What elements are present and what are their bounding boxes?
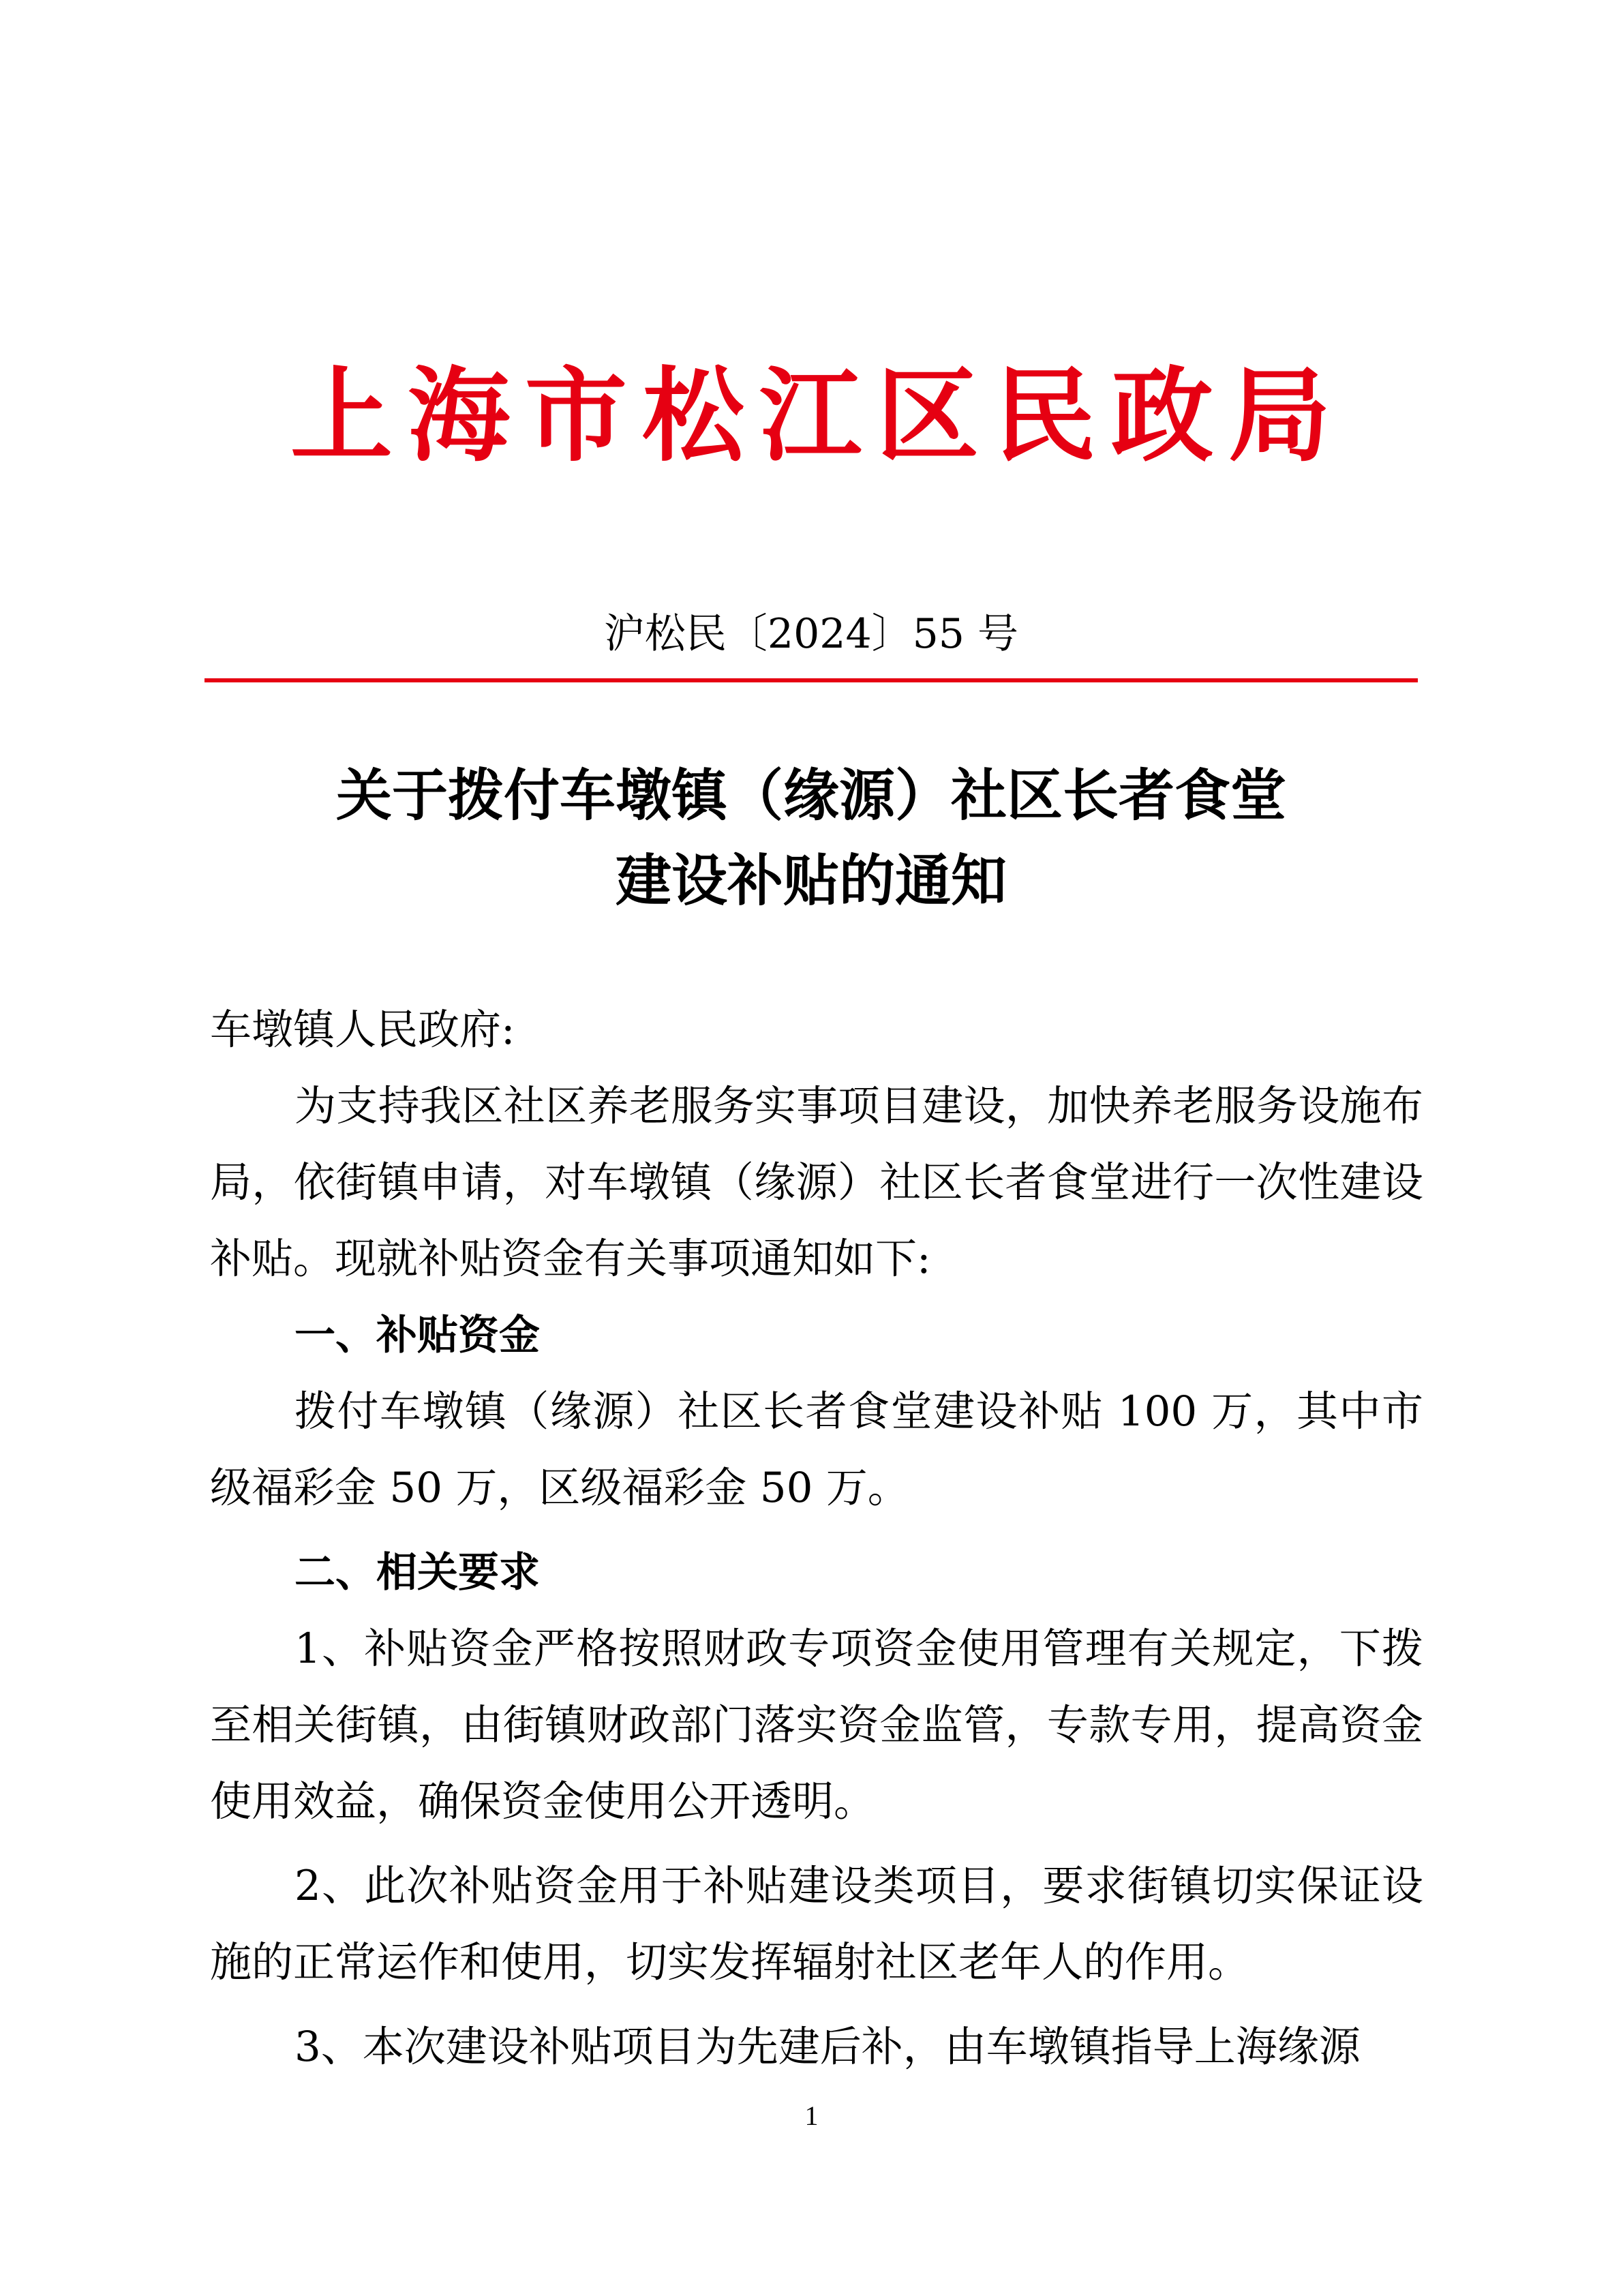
requirement-item-2: 2、此次补贴资金用于补贴建设类项目，要求街镇切实保证设施的正常运作和使用，切实发挥辐射社区老年人的作用。 [210, 1862, 1423, 1987]
requirement-item-1: 1、补贴资金严格按照财政专项资金使用管理有关规定，下拨至相关街镇，由街镇财政部门落实资金监管，专款专用，提高资金使用效益，确保资金使用公开透明。 [210, 1625, 1423, 1826]
issuing-authority-title: 上海市松江区民政局 [290, 356, 1346, 476]
notice-title [204, 753, 1418, 924]
funds-paragraph: 拨付车墩镇（缘源）社区长者食堂建设补贴 100 万，其中市级福彩金 50 万，区级福彩金 50 万。 [210, 1387, 1423, 1512]
notice-title-line-2: 建设补贴的通知 [615, 849, 1007, 913]
intro-paragraph: 为支持我区社区养老服务实事项目建设，加快养老服务设施布局，依街镇申请，对车墩镇（缘源）社区长者食堂进行一次性建设补贴。现就补贴资金有关事项通知如下: [210, 1082, 1423, 1283]
notice-body [210, 992, 1423, 2085]
section-heading-requirements: 二、相关要求 [294, 1549, 540, 1597]
requirement-item-3: 3、本次建设补贴项目为先建后补，由车墩镇指导上海缘源 [294, 2023, 1361, 2071]
document-number: 沪松民〔2024〕55 号 [603, 610, 1019, 658]
page-number: 1 [804, 2100, 819, 2131]
section-heading-funds: 一、补贴资金 [294, 1312, 540, 1359]
notice-title-line-1: 关于拨付车墩镇（缘源）社区长者食堂 [335, 764, 1286, 828]
addressee: 车墩镇人民政府: [210, 1006, 515, 1054]
red-divider-line [204, 678, 1418, 682]
